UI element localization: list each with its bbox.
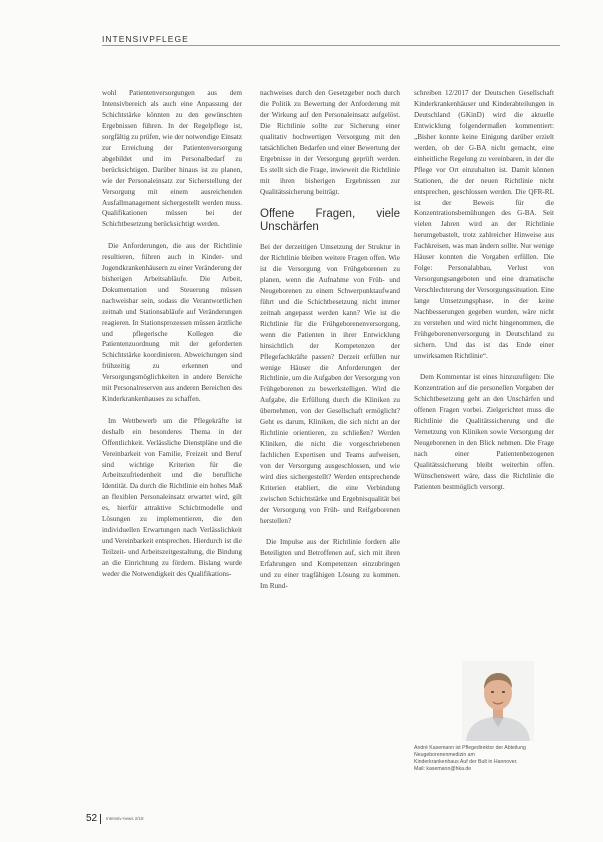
journal-name: Intensiv-news 2/18 (106, 816, 144, 821)
page-number: 52 (86, 813, 98, 824)
paragraph: Im Wettbewerb um die Pflegekräfte ist deshalb ein besonderes Thema in der Öffentlichkeit. Verlässliche Dienstpläne und die Vereinbarkeit von Familie, Freizeit und Beruf sind wichtige Kriterien für die Arbeitszufriedenheit und die berufliche Identität. Da durch die Richtlinie ein hohes Maß an flexiblen Personaleinsatz erwartet wird, gilt es, hierfür attraktive Schichtmodelle und Lösungen zu implementieren, die den individuellen Erwartungen nach Verlässlichkeit und Vereinbarkeit entsprechen. Hierdurch ist die Teilzeit- und Arbeitszeitgestaltung, die Bindung an die Einrichtung zu fördern. Bislang wurde weder die Notwendigkeit des Qualifikations- (102, 416, 242, 579)
header-rule (102, 45, 560, 46)
paragraph: nachweises durch den Gesetzgeber noch durch die Politik zu Bewertung der Anforderung mit der Wirkung auf den Personaleinsatz aufgelöst. Die Richtlinie sollte zur Sicherung einer qualitativ hochwertigen Versorgung mit den tatsächlichen Bedarfen und einer Bewertung der Ergebnisse in der Versorgung geprüft werden. Es stellt sich die Frage, inwieweit die Richtlinie mit ihren bisherigen Ergebnissen zur Qualitätssicherung beiträgt. (260, 89, 400, 196)
paragraph: wohl Patientenversorgungen aus dem Intensivbereich als auch eine Anpassung der Schichtstärke könnten zu den gewünschten Ergebnissen führen. In der Regelpflege ist, sorgfältig zu prüfen, wie der notwendige Einsatz zur Erreichung der Patientenversorgung abgebildet und im Personalbedarf zu berücksichtigen. Darüber hinaus ist zu planen, wie der Personaleinsatz zur Sicherstellung der Versorgung mit einem ausreichenden Ausfallmanagement sichergestellt werden muss. Qualifikationen müssen bei der Schichtbesetzung berücksichtigt werden. (102, 89, 242, 229)
text-column-3 (414, 88, 554, 503)
photo-caption (414, 745, 560, 773)
author-photo (462, 661, 534, 741)
page-footer (86, 812, 556, 830)
paragraph: Die Impulse aus der Richtlinie fordern alle Beteiligten und Betroffenen auf, sich mit ihren Erfahrungen und Kompetenzen einzubringen und zu einer tragfähigen Lösung zu kommen. Im Rund- (260, 538, 400, 591)
paragraph: Die Anforderungen, die aus der Richtlinie resultieren, führen auch in Kinder- und Jugendkrankenhäusern zu einer Veränderung der bisherigen Arbeitsabläufe. Die Arbeit, Dokumentation und Steuerung müssen nachweisbar sein, sodass die Verantwortlichen zeitnah und Stationsabläufe auf Veränderungen reagieren. In Stationsprozessen müssen ärztliche und pflegerische Kollegen die Patientenzuordnung mit der geforderten Schichtstärke koordinieren. Abweichungen sind frühzeitig zu erkennen und Versorgungsmöglichkeiten in andere Bereiche mit Personalreserven aus anderen Bereichen des Kinderkrankenhauses zu schaffen. (102, 241, 242, 404)
text-column-2 (260, 88, 400, 603)
paragraph: schreiben 12/2017 der Deutschen Gesellschaft Kinderkrankenhäuser und Kinderabteilungen in Deutschland (GKinD) wird die aktuelle Entwicklung folgendermaßen kommentiert: „Bisher konnte keine Einigung darüber erzielt werden, ob der G-BA nicht gemacht, eine einheitliche Regelung zu vereinbaren, in der die Pflege vor Ort einzuhalten ist. Damit können Stationen, die der neuen Richtlinie nicht entsprechen, geschlossen werden. Die QFR-RL ist der Beweis für die Konzentrationsbemühungen des G-BA. Seit vielen Jahren wird an der Richtlinie herumgebastelt, trotz zahlreicher Hinweise aus Fachkreisen, was man ändern sollte. Nur wenige Häuser konnten die Vorgaben erfüllen. Die Folge: Personalabbau, Verlust von Versorgungsangeboten und eine dramatische Verschlechterung der Versorgungssituation. Eine lange Umsetzungsphase, in der keine Nachbesserungen gegeben wurden, wäre nicht zu verstehen und wird nicht hingenommen, die Frühgeborenenversorgung in Deutschland zu sichern. Und das ist das Ende einer unwirksamen Richtlinie“. (414, 89, 554, 360)
caption-line: Kinderkrankenhaus Auf der Bult in Hannover. (414, 759, 518, 765)
paragraph: Bei der derzeitigen Umsetzung der Struktur in der Richtlinie bleiben weitere Fragen offen. Wie ist die Versorgung von Frühgeborenen zu planen, wenn die Aufnahme von Früh- und Neugeborenen zu einem Schwerpunktaufwand führt und die Schichtbesetzung nicht immer zeitnah angepasst werden kann? Wie ist die Richtlinie für die Frühgeborenenversorgung, wenn die Patienten in ihrer Entwicklung hinsichtlich der Kompetenzen der Pflegefachkräfte passen? Derzeit erfüllen nur wenige Häuser die Anforderungen der Richtlinie, um die Aufgaben der Versorgung von Frühgeborenen zu bewerkstelligen. Wird die Aufgabe, die Erfüllung durch die Kliniken zu übernehmen, von der Gesellschaft ermöglicht? Geht es darum, Kliniken, die sich nicht an der Richtlinie orientieren, zu schließen? Werden Kliniken, die nicht die vorgeschriebenen fachlichen Expertisen und Teams aufweisen, von der Versorgung ausgeschlossen, und wie wird dies sichergestellt? Werden entsprechende Kriterien etabliert, die eine Verbindung zwischen Schichtstärke und Ergebnisqualität bei der Versorgung von Früh- und Reifgeborenen herstellen? (260, 243, 400, 525)
caption-line: André Kasemann ist Pflegedirektor der Abteilung Neugeborenenmedizin am (414, 745, 526, 758)
caption-line: Mail: kasemann@hka.de (414, 766, 472, 772)
subheading: Offene Fragen, viele Unschärfen (260, 208, 400, 234)
section-label: INTENSIVPFLEGE (102, 34, 189, 44)
author-portrait-image (462, 661, 534, 741)
page-header (0, 0, 603, 62)
text-column-1 (102, 88, 242, 590)
footer-divider (100, 814, 101, 824)
paragraph: Dem Kommentar ist eines hinzuzufügen: Die Konzentration auf die personellen Vorgaben der Schichtbesetzung geht an den Unschärfen und offenen Fragen vorbei. Zielgerichtet muss die Richtlinie die Qualitätssicherung und die Vernetzung von Kliniken sowie Versorgung der Neugeborenen in den Blick nehmen. Die Frage nach einer Patientenbezogenen Qualitätssicherung bleibt weiterhin offen. Wünschenswert wäre, dass die Richtlinie die Patienten bestmöglich versorgt. (414, 373, 554, 491)
